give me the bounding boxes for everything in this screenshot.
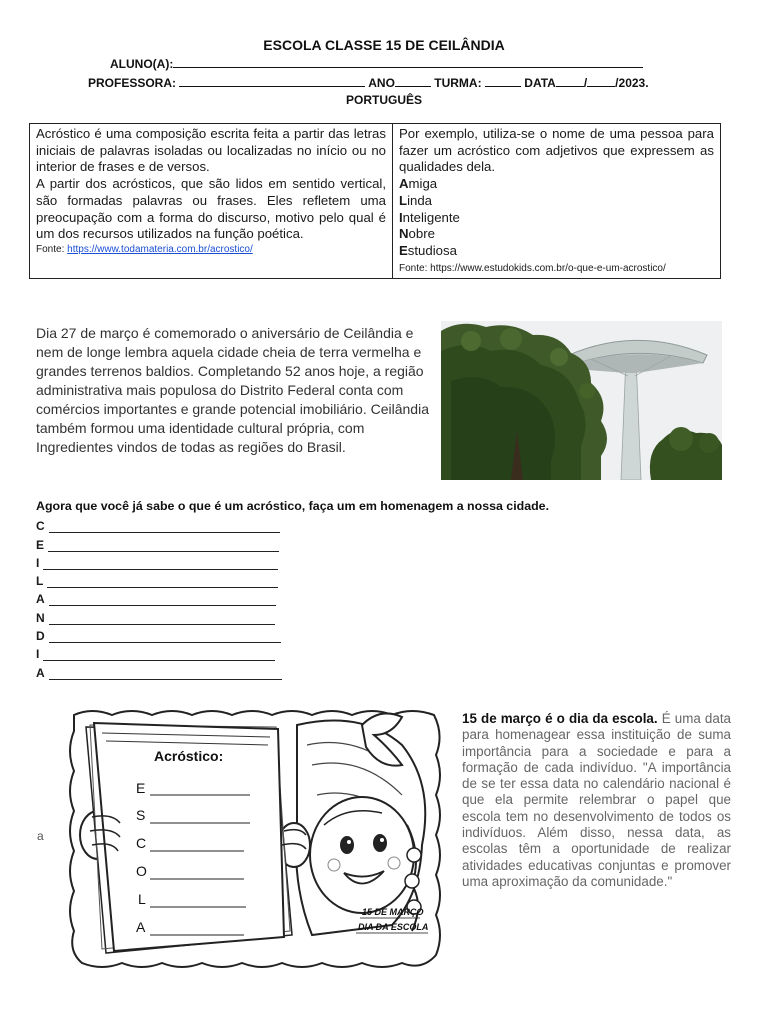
year: 2023.	[618, 76, 649, 90]
student-label: ALUNO(A):	[110, 57, 174, 71]
teacher-line[interactable]: PROFESSORA: ANO TURMA: DATA / /2023.	[88, 76, 649, 90]
anniversary-paragraph: Dia 27 de março é comemorado o aniversário de Ceilândia e nem de longe lembra aquela cidade cheia de terra vermelha e grandes terrenos baldios. Completando 52 anos hoje, a região administrativa mais populosa do Distrito Federal conta com comércios importantes e grande potencial imobiliário. Ceilândia também formou uma identidade cultural própria, com Ingredientes vindos de todas as regiões do Brasil.	[36, 325, 429, 455]
acrostic-letter: D	[36, 629, 45, 644]
acrostic-rest: studiosa	[407, 242, 457, 258]
acrostic-rest: nteligente	[402, 209, 460, 225]
source-estudokids: Fonte: https://www.estudokids.com.br/o-que-e-um-acrostico/	[399, 262, 666, 274]
source-label: Fonte:	[36, 243, 68, 255]
activity-prompt: Agora que você já sabe o que é um acróstico, faça um em homenagem a nossa cidade.	[36, 499, 550, 513]
acrostic-letter: I	[36, 555, 40, 570]
subject-title: PORTUGUÊS	[345, 93, 422, 107]
definition-cell	[30, 124, 393, 279]
acrostic-initial: L	[399, 192, 408, 208]
student-name-field[interactable]	[110, 57, 670, 71]
source-link[interactable]: https://www.todamateria.com.br/acrostico/	[67, 243, 253, 255]
illustration-letter: A	[136, 919, 146, 935]
illustration-letter: E	[136, 780, 146, 796]
acrostic-letter: L	[36, 574, 44, 589]
illustration-letter: L	[138, 891, 146, 907]
acrostic-line-c[interactable]	[36, 515, 282, 533]
acrostic-initial: E	[399, 242, 408, 258]
acrostic-line	[399, 210, 714, 227]
acrostic-letter: E	[36, 537, 45, 552]
acrostic-rest: obre	[408, 226, 435, 242]
definition-paragraph-2: A partir dos acrósticos, que são lidos em sentido vertical, são formadas palavras ou frases. Eles refletem uma preocupação com a forma do discurso, motivo pelo qual é um dos recursos utilizados na função poética.	[36, 176, 386, 242]
illustration-letter: C	[136, 835, 147, 851]
acrostic-initial: A	[399, 176, 409, 192]
acrostic-line	[399, 243, 714, 260]
acrostic-line-d[interactable]	[36, 625, 282, 643]
acrostic-line-a[interactable]	[36, 588, 282, 606]
school-day-body: É uma data para homenagear essa instituição de suma importância para a sociedade e para a formação de cada indivíduo. "A importância de se ter essa data no calendário nacional é que ela permite relembrar o papel que escola tem no desenvolvimento de todos os indivíduos. Além disso, nessa data, as escolas têm a oportunidade de realizar atividades educativas conjuntas e promover uma aproximação da comunidade."	[462, 711, 731, 889]
acrostic-letter: C	[36, 519, 45, 534]
acrostic-line	[399, 226, 714, 243]
acrostic-letter: A	[36, 665, 45, 680]
illustration-caption-title: DIA DA ESCOLA	[358, 922, 429, 932]
acrostic-line	[399, 193, 714, 210]
acrostic-rest: inda	[407, 192, 432, 208]
class-label: TURMA:	[434, 76, 482, 90]
acrostic-rest: miga	[408, 176, 438, 192]
stray-letter: a	[37, 829, 44, 843]
illustration-letter: S	[136, 807, 146, 823]
example-acrostic	[399, 176, 714, 260]
acrostic-initial: N	[399, 226, 409, 242]
ceilandia-acrostic-lines	[36, 515, 282, 680]
example-paragraph: Por exemplo, utiliza-se o nome de uma pessoa para fazer um acróstico com adjetivos que expressem as qualidades dela.	[399, 126, 714, 175]
definition-table	[29, 123, 721, 279]
acrostic-line	[399, 176, 714, 193]
date-label: DATA	[524, 76, 556, 90]
definition-paragraph: Acróstico é uma composição escrita feita a partir das letras iniciais de palavras isoladas ou localizadas no início ou no interior de frases e de versos.	[36, 126, 386, 175]
school-day-lead: 15 de março é o dia da escola.	[462, 711, 658, 726]
school-acrostic-illustration	[62, 705, 447, 975]
illustration-title: Acróstico:	[154, 748, 224, 764]
acrostic-line-l[interactable]	[36, 570, 282, 588]
acrostic-letter: I	[36, 647, 40, 662]
example-cell	[393, 124, 721, 279]
teacher-label: PROFESSORA:	[88, 76, 177, 90]
school-day-paragraph	[462, 711, 731, 890]
grade-label: ANO	[368, 76, 395, 90]
illustration-caption-date: 15 DE MARÇO	[362, 907, 424, 917]
water-tower-photo	[441, 321, 722, 480]
acrostic-line-a2[interactable]	[36, 661, 282, 679]
acrostic-letter: N	[36, 610, 45, 625]
school-title: ESCOLA CLASSE 15 DE CEILÂNDIA	[263, 37, 505, 53]
source-todamateria	[36, 243, 386, 257]
acrostic-initial: I	[399, 209, 403, 225]
acrostic-line-e[interactable]	[36, 533, 282, 551]
acrostic-line-i2[interactable]	[36, 643, 282, 661]
acrostic-line-i[interactable]	[36, 552, 282, 570]
acrostic-letter: A	[36, 592, 45, 607]
acrostic-line-n[interactable]	[36, 606, 282, 624]
illustration-letter: O	[136, 863, 147, 879]
